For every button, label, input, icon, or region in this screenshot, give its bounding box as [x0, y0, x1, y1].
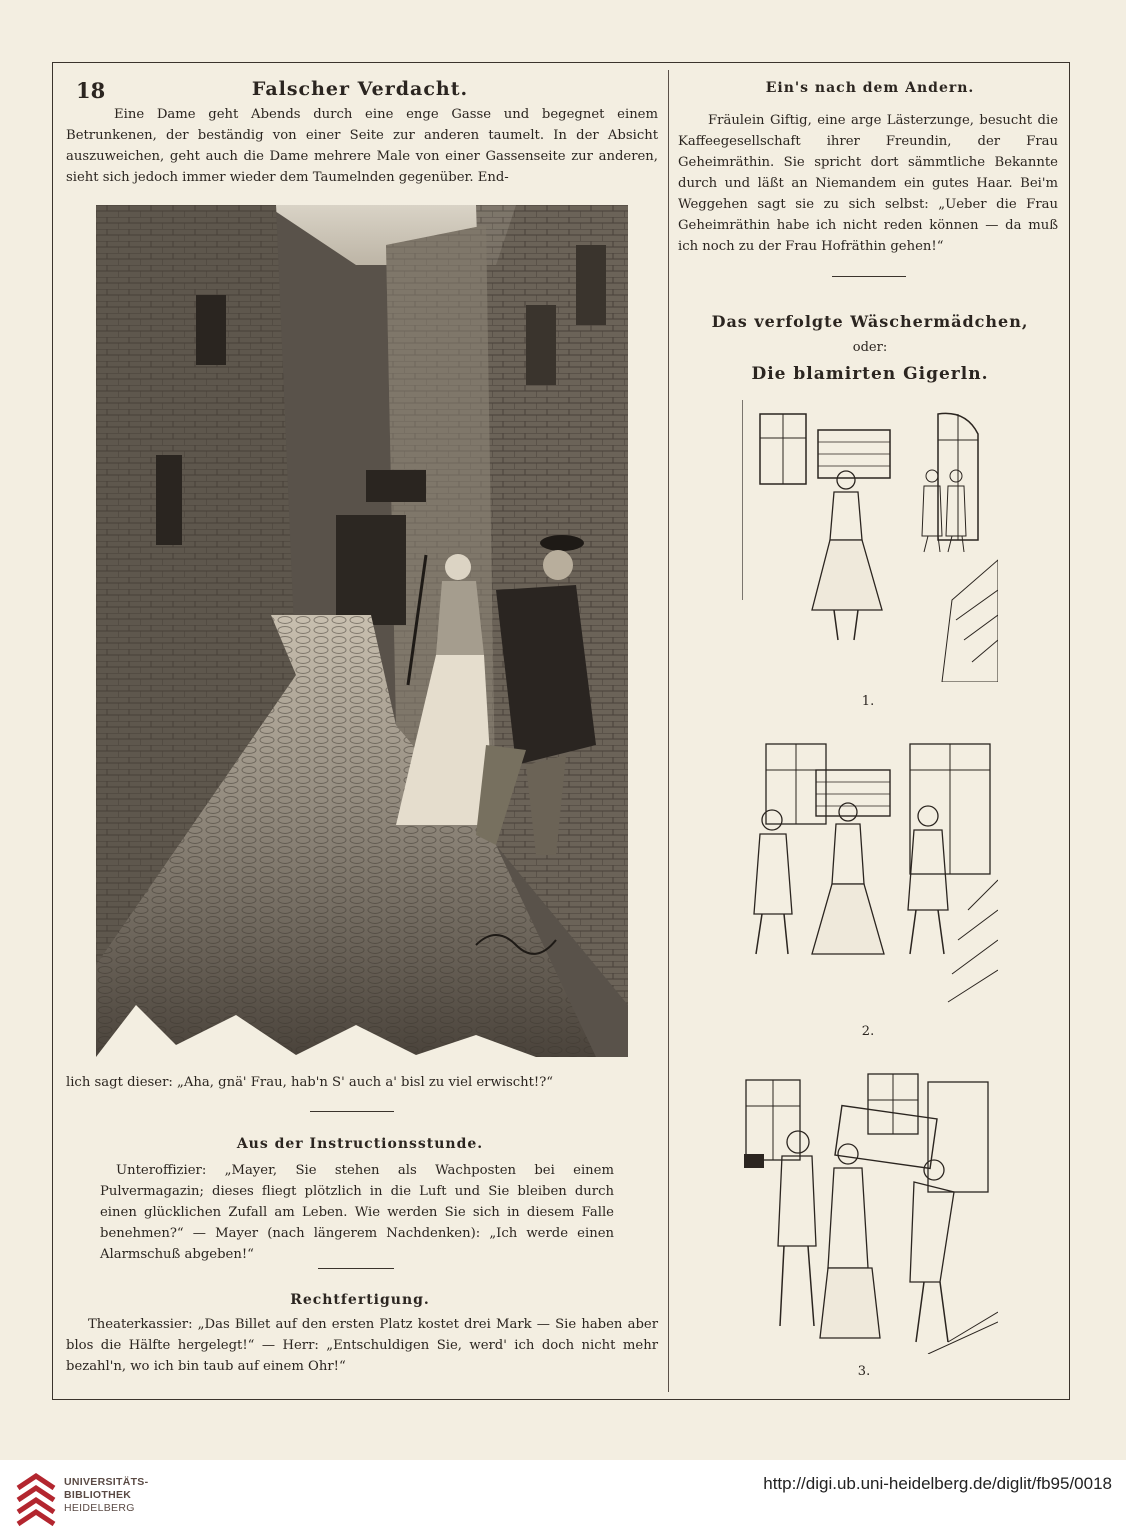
university-library-logo-icon	[14, 1472, 58, 1528]
library-name-line-3: HEIDELBERG	[64, 1502, 135, 1514]
comic-panel-3	[738, 1072, 998, 1354]
article-rechtfertigung-text: Theaterkassier: „Das Billet auf den ersten Platz kostet drei Mark — Sie haben aber blos die Hälfte hergelegt!“ — Herr: „Entschuldigen Sie, werd' ich doch nicht mehr bezahl'n, wo ich bin taub auf einem Ohr!“	[66, 1317, 658, 1374]
article-title-eins-nach-dem-andern: Ein's nach dem Andern.	[765, 80, 975, 96]
comic-title-oder: oder:	[852, 340, 888, 355]
source-url-link[interactable]: http://digi.ub.uni-heidelberg.de/diglit/fb95/0018	[763, 1474, 1112, 1493]
comic-title: Das verfolgte Wäschermädchen,	[711, 312, 1029, 331]
panel-number-3: 3.	[857, 1364, 871, 1379]
article-punchline: lich sagt dieser: „Aha, gnä' Frau, hab'n S' auch a' bisl zu viel erwischt!?“	[66, 1075, 554, 1090]
comic-panel-2	[738, 740, 998, 1012]
panel-number-1: 1.	[861, 694, 875, 709]
comic-panel-1	[742, 400, 998, 682]
article-title-rechtfertigung: Rechtfertigung.	[290, 1292, 430, 1308]
article-intro-text: Eine Dame geht Abends durch eine enge Gasse und begegnet einem Betrunkenen, der beständig von einer Seite zur anderen taumelt. In der Absicht auszuweichen, geht auch die Dame mehrere Male von einer Gassenseite zur anderen, sieht sich jedoch immer wieder dem Taumelnden gegenüber. End-	[66, 107, 658, 185]
article-instructionsstunde-text: Unteroffizier: „Mayer, Sie stehen als Wachposten bei einem Pulvermagazin; dieses fliegt plötzlich in die Luft und Sie bleiben durch einen glücklichen Zufall am Leben. Wie werden Sie sich in diesem Falle benehmen?“ — Mayer (nach längerem Nachdenken): „Ich werde einen Alarmschuß abgeben!“	[100, 1163, 614, 1262]
alley-illustration	[96, 205, 628, 1057]
library-name-line-1: UNIVERSITÄTS-	[64, 1476, 149, 1488]
article-title-instructionsstunde: Aus der Instructionsstunde.	[236, 1136, 484, 1152]
panel-number-2: 2.	[861, 1024, 875, 1039]
digitization-footer	[0, 1460, 1126, 1540]
comic-subtitle: Die blamirten Gigerln.	[751, 364, 989, 384]
library-name-line-2: BIBLIOTHEK	[64, 1489, 132, 1501]
divider-rule	[310, 1111, 394, 1112]
page-number: 18	[76, 78, 106, 103]
article-eins-nach-dem-andern-text: Fräulein Giftig, eine arge Lästerzunge, besucht die Kaffeegesellschaft ihrer Freundin, der Frau Geheimräthin. Sie spricht dort sämmtliche Bekannte durch und läßt an Niemandem ein gutes Haar. Bei'm Weggehen sagt sie zu sich selbst: „Ueber die Frau Geheimräthin habe ich nicht reden können — da muß ich noch zu der Frau Hofräthin gehen!“	[678, 113, 1058, 254]
divider-rule	[832, 276, 906, 277]
article-title-falscher-verdacht: Falscher Verdacht.	[251, 78, 469, 100]
column-divider	[668, 70, 669, 1392]
divider-rule	[318, 1268, 394, 1269]
library-name	[64, 1476, 148, 1515]
